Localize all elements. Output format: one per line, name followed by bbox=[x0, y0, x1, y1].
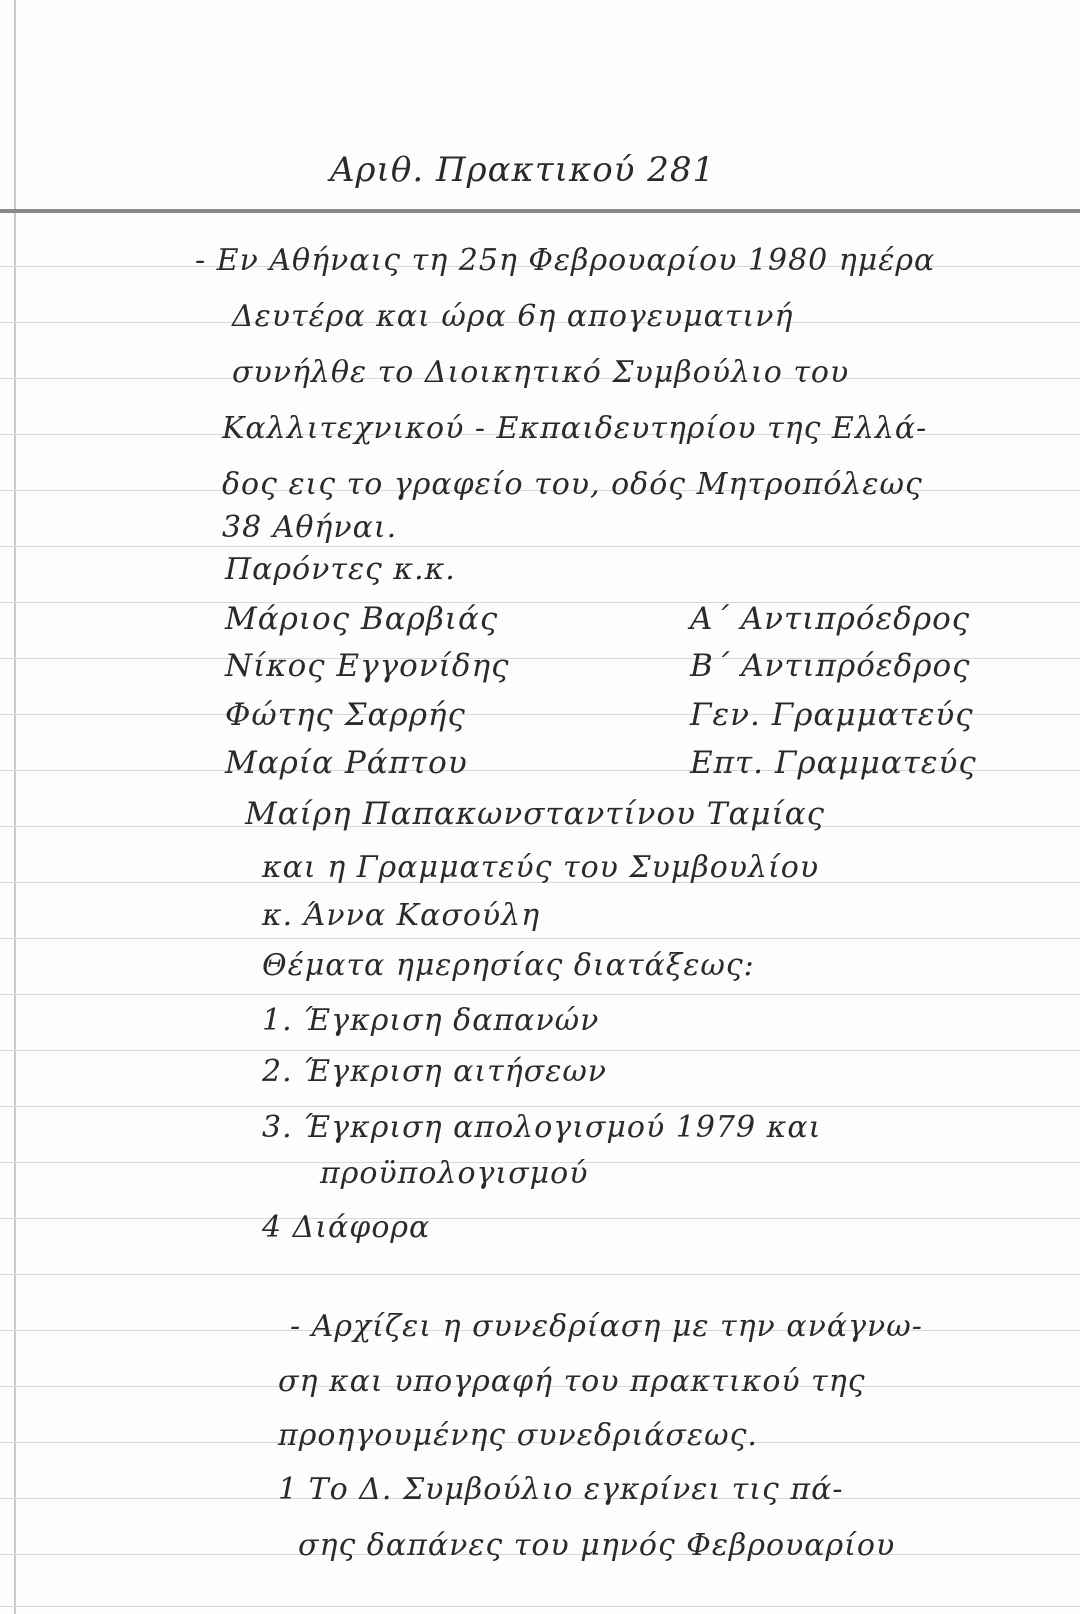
intro-line: Δευτέρα και ώρα 6η απογευματινή bbox=[232, 299, 794, 334]
secretary-line: κ. Άννα Κασούλη bbox=[262, 898, 541, 933]
secretary-line: και η Γραμματεύς του Συμβουλίου bbox=[262, 850, 820, 885]
proceedings-line: - Αρχίζει η συνεδρίαση με την ανάγνω- bbox=[290, 1309, 923, 1344]
attendee-role: Γεν. Γραμματεύς bbox=[690, 697, 974, 733]
proceedings-line: σης δαπάνες του μηνός Φεβρουαρίου bbox=[298, 1528, 896, 1563]
intro-line: Καλλιτεχνικού - Εκπαιδευτηρίου της Ελλά- bbox=[222, 411, 928, 446]
attendee-name: Μαρία Ράπτου bbox=[225, 745, 468, 781]
proceedings-line: προηγουμένης συνεδριάσεως. bbox=[278, 1418, 758, 1453]
intro-line: συνήλθε το Διοικητικό Συμβούλιο του bbox=[232, 355, 850, 390]
intro-line: 38 Αθήναι. bbox=[222, 510, 398, 545]
agenda-item: προϋπολογισμού bbox=[320, 1156, 589, 1191]
agenda-item: 2. Έγκριση αιτήσεων bbox=[262, 1054, 608, 1089]
intro-line: δος εις το γραφείο του, οδός Μητροπόλεως bbox=[222, 467, 923, 502]
attendee-role: Α΄ Αντιπρόεδρος bbox=[690, 601, 971, 637]
attendee-role: Επτ. Γραμματεύς bbox=[690, 745, 977, 781]
ruled-line bbox=[0, 1050, 1080, 1051]
intro-line: - Εν Αθήναις τη 25η Φεβρουαρίου 1980 ημέρα bbox=[195, 243, 936, 278]
attendee-role: Β΄ Αντιπρόεδρος bbox=[690, 648, 971, 684]
margin-line bbox=[14, 0, 16, 1614]
present-label: Παρόντες κ.κ. bbox=[225, 552, 456, 587]
attendee-name: Νίκος Εγγονίδης bbox=[225, 648, 510, 684]
ruled-line bbox=[0, 1106, 1080, 1107]
ruled-line bbox=[0, 938, 1080, 939]
ruled-line bbox=[0, 546, 1080, 547]
header-rule bbox=[0, 209, 1080, 213]
agenda-item: 4 Διάφορα bbox=[262, 1210, 431, 1245]
minutes-number-heading: Αριθ. Πρακτικού 281 bbox=[330, 150, 716, 190]
attendee-name: Φώτης Σαρρής bbox=[225, 697, 466, 733]
ruled-line bbox=[0, 1274, 1080, 1275]
attendee-name: Μάριος Βαρβιάς bbox=[225, 601, 499, 637]
ruled-line bbox=[0, 994, 1080, 995]
agenda-heading: Θέματα ημερησίας διατάξεως: bbox=[262, 948, 755, 983]
proceedings-line: ση και υπογραφή του πρακτικού της bbox=[278, 1364, 866, 1399]
agenda-item: 1. Έγκριση δαπανών bbox=[262, 1003, 600, 1038]
treasurer-line: Μαίρη Παπακωνσταντίνου Ταμίας bbox=[245, 796, 826, 832]
ruled-line bbox=[0, 1606, 1080, 1607]
ruled-line bbox=[0, 1218, 1080, 1219]
proceedings-line: 1 Το Δ. Συμβούλιο εγκρίνει τις πά- bbox=[278, 1472, 844, 1507]
agenda-item: 3. Έγκριση απολογισμού 1979 και bbox=[262, 1110, 822, 1145]
